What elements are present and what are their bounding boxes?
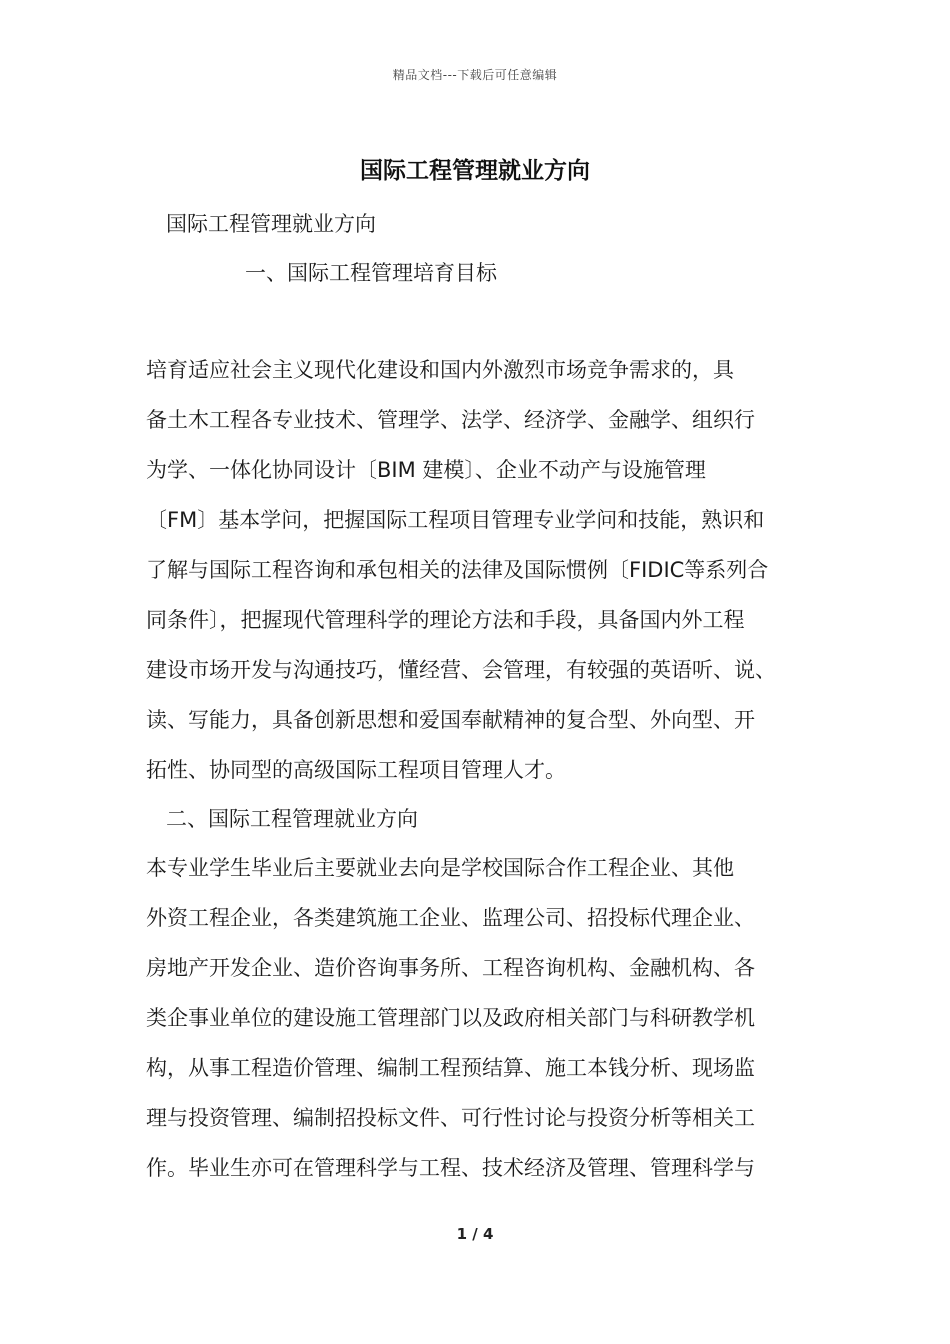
paragraph-line: 培育适应社会主义现代化建设和国内外激烈市场竞争需求的，具 [146, 358, 734, 382]
paragraph-line: 理与投资管理、编制招投标文件、可行性讨论与投资分析等相关工 [146, 1106, 755, 1130]
paragraph-training-goals [146, 345, 806, 795]
document-subtitle: 国际工程管理就业方向 [166, 212, 376, 236]
paragraph-line: 房地产开发企业、造价咨询事务所、工程咨询机构、金融机构、各 [146, 956, 755, 980]
paragraph-line: 建设市场开发与沟通技巧，懂经营、会管理，有较强的英语听、说、 [146, 658, 776, 682]
section-heading-training-goals: 一、国际工程管理培育目标 [245, 261, 497, 285]
paragraph-line: 读、写能力，具备创新思想和爱国奉献精神的复合型、外向型、开 [146, 708, 755, 732]
paragraph-line: 本专业学生毕业后主要就业去向是学校国际合作工程企业、其他 [146, 856, 734, 880]
paragraph-line: 构，从事工程造价管理、编制工程预结算、施工本钱分析、现场监 [146, 1056, 755, 1080]
paragraph-line: 外资工程企业，各类建筑施工企业、监理公司、招投标代理企业、 [146, 906, 755, 930]
paragraph-line: 为学、一体化协同设计〔BIM 建模〕、企业不动产与设施管理 [146, 458, 706, 482]
paragraph-employment-direction [146, 843, 806, 1193]
document-title: 国际工程管理就业方向 [360, 158, 590, 184]
paragraph-line: 拓性、协同型的高级国际工程项目管理人才。 [146, 758, 566, 782]
paragraph-line: 作。毕业生亦可在管理科学与工程、技术经济及管理、管理科学与 [146, 1156, 755, 1180]
page-header: 精品文档---下载后可任意编辑 [392, 68, 558, 82]
paragraph-line: 类企事业单位的建设施工管理部门以及政府相关部门与科研教学机 [146, 1006, 755, 1030]
paragraph-line: 同条件〕，把握现代管理科学的理论方法和手段，具备国内外工程 [146, 608, 745, 632]
page-number: 1 / 4 [456, 1225, 494, 1243]
paragraph-line: 了解与国际工程咨询和承包相关的法律及国际惯例〔FIDIC等系列合 [146, 558, 769, 582]
paragraph-line: 〔FM〕基本学问，把握国际工程项目管理专业学问和技能，熟识和 [146, 508, 765, 532]
section-heading-employment-direction: 二、国际工程管理就业方向 [166, 807, 418, 831]
paragraph-line: 备土木工程各专业技术、管理学、法学、经济学、金融学、组织行 [146, 408, 755, 432]
